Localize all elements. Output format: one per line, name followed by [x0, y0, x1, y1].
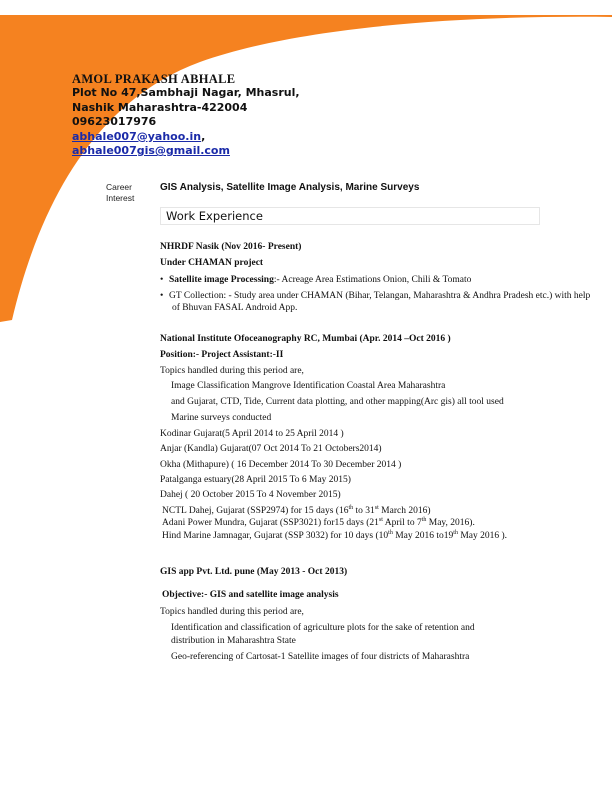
- email-line-2: [72, 144, 300, 158]
- bullet-icon: •: [160, 291, 164, 301]
- phone-number: 09623017976: [72, 115, 157, 129]
- job2-topic-2: Marine surveys conducted: [171, 413, 272, 423]
- candidate-name: AMOL PRAKASH ABHALE: [72, 72, 236, 86]
- job1-bullet-2-line-2: of Bhuvan FASAL Android App.: [172, 303, 298, 313]
- contact-header: [72, 72, 300, 158]
- career-interest-value: GIS Analysis, Satellite Image Analysis, Marine Surveys: [160, 182, 420, 193]
- job3-organization: GIS app Pvt. Ltd. pune (May 2013 - Oct 2013): [160, 567, 348, 577]
- job2-topic-1-line-2: and Gujarat, CTD, Tide, Current data plotting, and other mapping(Arc gis) all tool used: [171, 397, 504, 407]
- bullet-icon: •: [160, 275, 164, 285]
- job3-topic-1-line-2: distribution in Maharashtra State: [171, 636, 296, 646]
- job3-topic-2: Geo-referencing of Cartosat-1 Satellite images of four districts of Maharashtra: [171, 652, 470, 662]
- survey-item: Okha (Mithapure) ( 16 December 2014 To 30 December 2014 ): [160, 460, 402, 470]
- email-line-1: [72, 130, 300, 144]
- email-separator: ,: [201, 129, 206, 143]
- job1-organization: NHRDF Nasik (Nov 2016- Present): [160, 242, 302, 252]
- job2-position: Position:- Project Assistant:-II: [160, 350, 284, 360]
- job1-project: Under CHAMAN project: [160, 258, 264, 268]
- job2-organization: National Institute Ofoceanography RC, Mumbai (Apr. 2014 –Oct 2016 ): [160, 334, 451, 344]
- email-link-gmail[interactable]: abhale007gis@gmail.com: [72, 144, 230, 158]
- job1-bullet-1: [169, 275, 471, 285]
- job3-topics-intro: Topics handled during this period are,: [160, 607, 304, 617]
- career-label-line-2: Interest: [106, 192, 135, 203]
- work-experience-heading: Work Experience: [166, 209, 263, 223]
- job1-bullet-1-text: :- Acreage Area Estimations Onion, Chili & Tomato: [273, 275, 472, 285]
- career-interest-label: [106, 182, 134, 203]
- survey-item: Dahej ( 20 October 2015 To 4 November 2015): [160, 490, 341, 500]
- address-line-1: Plot No 47,Sambhaji Nagar, Mhasrul,: [72, 86, 300, 100]
- job2-topics-intro: Topics handled during this period are,: [160, 366, 304, 376]
- job2-topic-1-line-1: Image Classification Mangrove Identification Coastal Area Maharashtra: [171, 381, 446, 391]
- work-experience-heading-box: [160, 207, 540, 225]
- email-link-yahoo[interactable]: abhale007@yahoo.in: [72, 129, 202, 143]
- vessel-survey-item: Hind Marine Jamnagar, Gujarat (SSP 3032) for 10 days (10th May 2016 to19th May 2016 ).: [162, 529, 508, 541]
- survey-item: Anjar (Kandla) Gujarat(07 Oct 2014 To 21 Octobers2014): [160, 444, 382, 454]
- vessel-survey-item: Adani Power Mundra, Gujarat (SSP3021) for15 days (21st April to 7th May, 2016).: [162, 516, 475, 528]
- job1-bullet-1-label: Satellite image Processing: [169, 275, 274, 285]
- job3-objective: Objective:- GIS and satellite image analysis: [162, 590, 339, 600]
- career-label-line-1: Career: [106, 182, 132, 192]
- job1-bullet-2-line-1: GT Collection: - Study area under CHAMAN (Bihar, Telangan, Maharashtra & Andhra Pradesh etc.) with help: [169, 291, 591, 301]
- survey-item: Kodinar Gujarat(5 April 2014 to 25 April 2014 ): [160, 429, 344, 439]
- survey-item: Patalganga estuary(28 April 2015 To 6 May 2015): [160, 475, 351, 485]
- vessel-survey-item: NCTL Dahej, Gujarat (SSP2974) for 15 days (16th to 31st March 2016): [162, 504, 431, 516]
- job3-topic-1-line-1: Identification and classification of agriculture plots for the sake of retention and: [171, 623, 475, 633]
- address-line-2: Nashik Maharashtra-422004: [72, 100, 248, 114]
